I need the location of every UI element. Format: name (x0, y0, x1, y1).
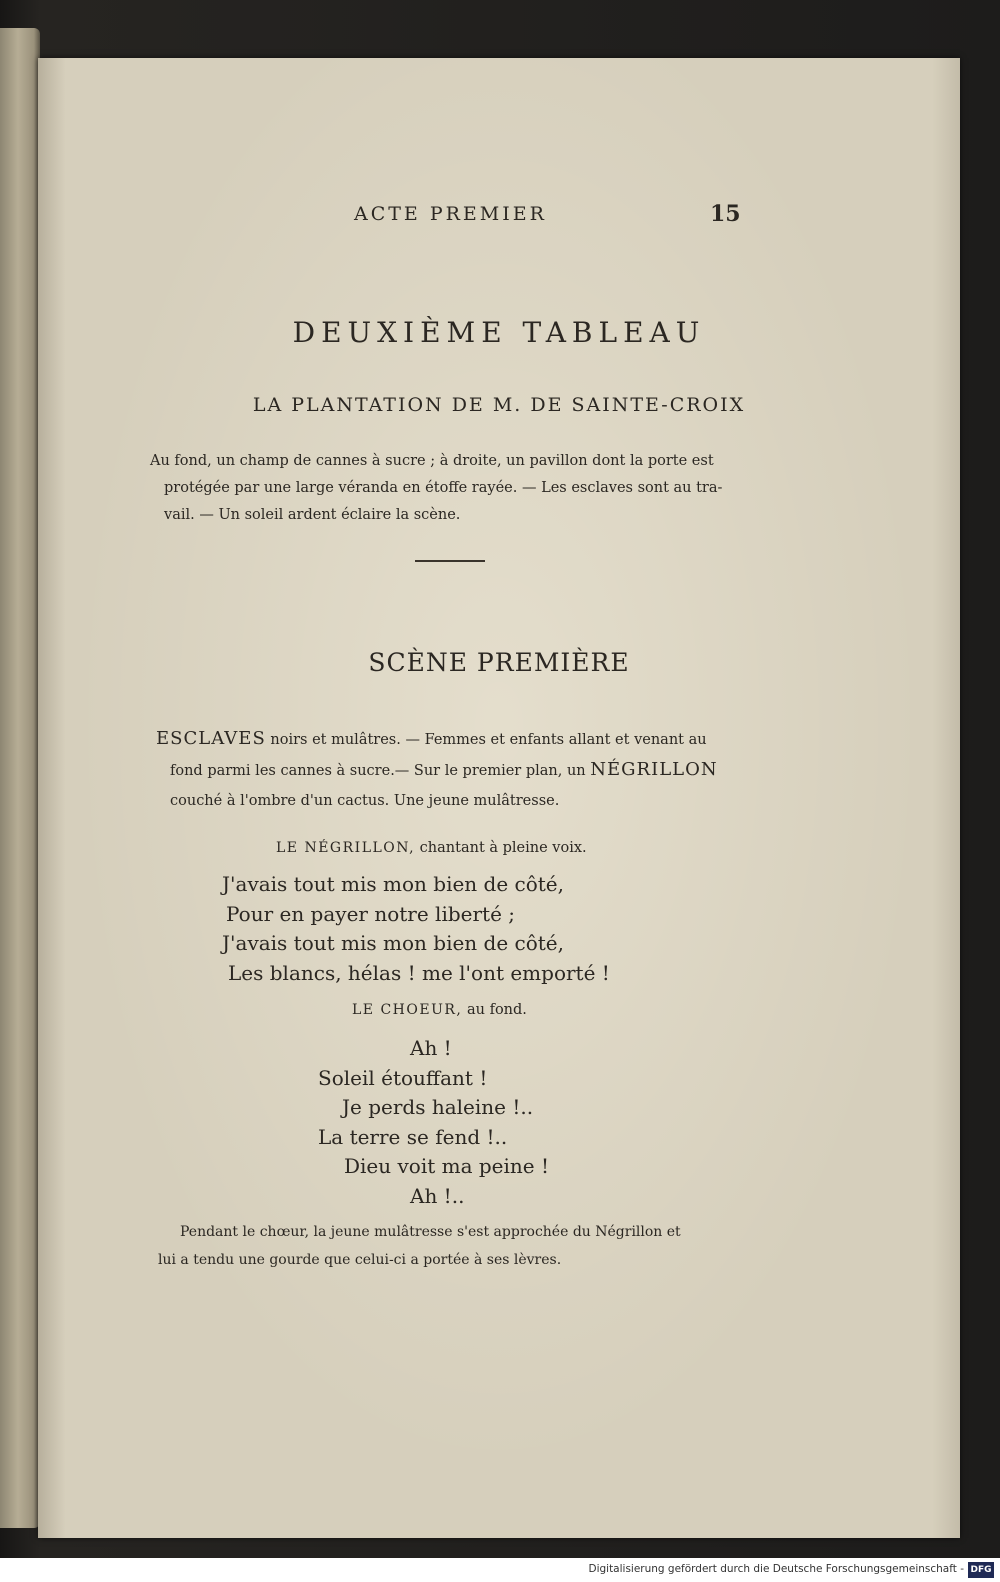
setting-description (150, 448, 748, 529)
cast-line-text: noirs et mulâtres. — Femmes et enfants allant et venant au (265, 732, 707, 748)
speaker-direction: au fond. (462, 1002, 527, 1018)
setting-line: vail. — Un soleil ardent éclaire la scène. (164, 507, 461, 523)
page-number: 15 (710, 201, 741, 227)
cast-description (156, 724, 740, 816)
digitization-footer (0, 1558, 1000, 1582)
verse-line: La terre se fend !.. (318, 1124, 508, 1149)
cast-line: couché à l'ombre d'un cactus. Une jeune mulâtresse. (170, 793, 560, 809)
stage-direction (158, 1218, 748, 1274)
dfg-logo-icon: DFG (968, 1562, 994, 1578)
cast-esclaves: ESCLAVES (156, 728, 266, 749)
verse-line: J'avais tout mis mon bien de côté, (222, 872, 565, 896)
setting-line: protégée par une large véranda en étoffe rayée. — Les esclaves sont au tra- (164, 480, 723, 496)
footer-credit: Digitalisierung gefördert durch die Deutsche Forschungsgemeinschaft - (588, 1563, 964, 1575)
chorus-verse (318, 1034, 549, 1211)
verse-line: Les blancs, hélas ! me l'ont emporté ! (228, 960, 610, 985)
speaker-choeur (352, 1002, 527, 1018)
cast-line (156, 755, 740, 786)
cast-line (156, 724, 740, 755)
verse-line: Soleil étouffant ! (318, 1065, 488, 1090)
speaker-direction: chantant à pleine voix. (415, 840, 587, 856)
cast-negrillon: NÉGRILLON (590, 759, 718, 780)
verse-line: Je perds haleine !.. (342, 1095, 534, 1119)
running-head: ACTE PREMIER (354, 203, 547, 225)
stage-line: lui a tendu une gourde que celui-ci a portée à ses lèvres. (158, 1252, 562, 1268)
book-page (38, 58, 960, 1538)
song-verse (222, 870, 610, 988)
tableau-subtitle: LA PLANTATION DE M. DE SAINTE-CROIX (252, 394, 746, 416)
previous-page-edge (0, 28, 40, 1528)
speaker-name: LE CHOEUR, (352, 1002, 463, 1018)
verse-line: Ah !.. (410, 1183, 465, 1208)
cast-line-text: fond parmi les cannes à sucre.— Sur le premier plan, un (170, 763, 591, 779)
verse-line: J'avais tout mis mon bien de côté, (222, 931, 565, 955)
tableau-title: DEUXIÈME TABLEAU (292, 316, 706, 349)
verse-line: Pour en payer notre liberté ; (226, 901, 516, 926)
verse-line: Ah ! (410, 1036, 452, 1060)
speaker-negrillon (276, 840, 587, 856)
scene-title: SCÈNE PREMIÈRE (368, 648, 630, 677)
stage-line: Pendant le chœur, la jeune mulâtresse s'est approchée du Négrillon et (180, 1224, 681, 1240)
setting-line: Au fond, un champ de cannes à sucre ; à droite, un pavillon dont la porte est (150, 453, 714, 469)
speaker-name: LE NÉGRILLON, (276, 840, 416, 856)
section-divider (415, 560, 485, 562)
verse-line: Dieu voit ma peine ! (344, 1154, 550, 1178)
